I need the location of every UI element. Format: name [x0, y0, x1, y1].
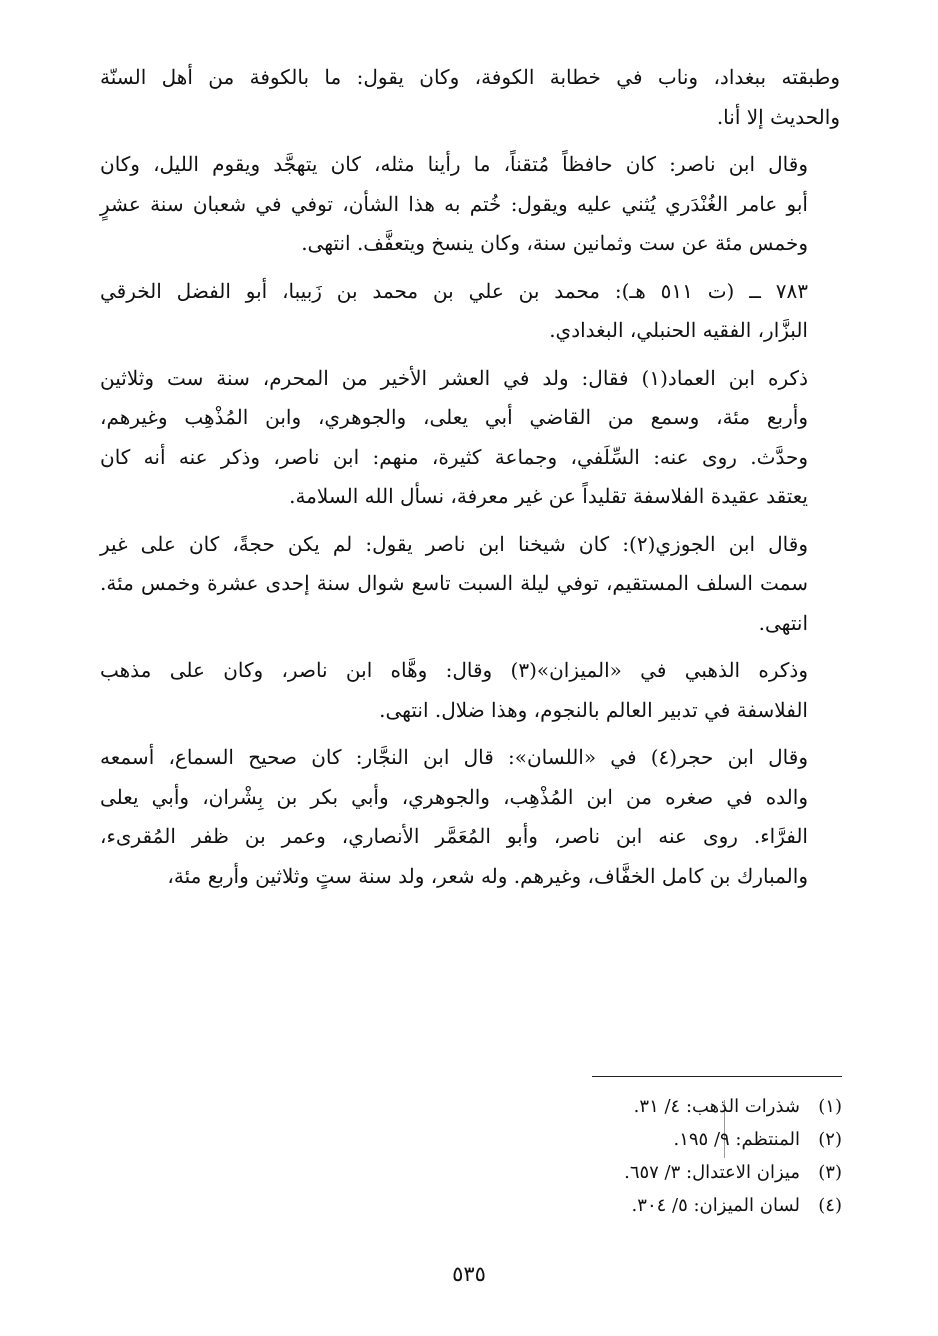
footnote-item	[560, 1090, 842, 1123]
text-line: يعتقد عقيدة الفلاسفة تقليداً عن غير معرفة، نسأل الله السلامة.	[289, 484, 808, 508]
text-line: البزَّار، الفقيه الحنبلي، البغدادي.	[549, 318, 808, 342]
text-line: ذكره ابن العماد(١) فقال: ولد في العشر الأخير من المحرم، سنة ست وثلاثين	[100, 365, 808, 390]
main-text	[100, 58, 840, 896]
footnote-text: شذرات الذهب: ٤/ ٣١.	[633, 1096, 800, 1117]
text-line: وقال ابن الجوزي(٢): كان شيخنا ابن ناصر يقول: لم يكن حجةً، كان على غير	[100, 531, 808, 556]
text-line: والمبارك بن كامل الخفَّاف، وغيرهم. وله شعر، ولد سنة ستٍ وثلاثين وأربع مئة،	[167, 863, 808, 888]
paragraph	[100, 525, 840, 644]
footnote-text: المنتظم: ٩/ ١٩٥.	[673, 1129, 800, 1150]
footnote-number: (٣)	[818, 1162, 842, 1183]
text-line: وذكره الذهبي في «الميزان»(٣) وقال: وهَّاه ابن ناصر، وكان على مذهب	[100, 658, 808, 682]
page-number: ٥٣٥	[452, 1262, 486, 1286]
footnote-item	[560, 1189, 842, 1222]
text-line: وأربع مئة، وسمع من القاضي أبي يعلى، والجوهري، وابن المُذْهِب وغيرهم،	[100, 405, 808, 429]
paragraph	[100, 58, 840, 137]
text-line: سمت السلف المستقيم، توفي ليلة السبت تاسع شوال سنة إحدى عشرة وخمس مئة.	[100, 571, 808, 595]
footnote-text: ميزان الاعتدال: ٣/ ٦٥٧.	[624, 1162, 800, 1183]
footnote-text: لسان الميزان: ٥/ ٣٠٤.	[631, 1195, 800, 1216]
paragraph	[100, 651, 840, 730]
footnote-item	[560, 1156, 842, 1189]
text-line: الفرَّاء. روى عنه ابن ناصر، وأبو المُعَمَّر الأنصاري، وعمر بن ظفر المُقرىء،	[100, 824, 808, 848]
text-line: وحدَّث. روى عنه: السِّلَفي، وجماعة كثيرة، منهم: ابن ناصر، وذكر عنه أنه كان	[100, 444, 808, 469]
paragraph	[100, 272, 840, 351]
text-line: والده في صغره من ابن المُذْهِب، والجوهري، وأبي بكر بن بِشْران، وأبي يعلى	[100, 784, 808, 809]
text-line: وقال ابن ناصر: كان حافظاً مُتقناً، ما رأينا مثله، كان يتهجَّد ويقوم الليل، وكان	[100, 152, 808, 176]
paragraph	[100, 145, 840, 264]
footnote-divider	[592, 1076, 842, 1077]
footnote-number: (٤)	[818, 1195, 842, 1216]
footnote-item	[560, 1123, 842, 1156]
text-line: الفلاسفة في تدبير العالم بالنجوم، وهذا ضلال. انتهى.	[379, 697, 808, 722]
footnotes	[560, 1090, 842, 1222]
text-line: أبو عامر الغُنْدَري يُثني عليه ويقول: خُتم به هذا الشأن، توفي في شعبان سنة عشرٍ	[100, 191, 808, 216]
text-line: ٧٨٣ ــ (ت ٥١١ هـ): محمد بن علي بن محمد بن زَبيبا، أبو الفضل الخرقي	[100, 278, 809, 303]
footnote-number: (٢)	[818, 1129, 842, 1150]
text-line: انتهى.	[758, 610, 808, 635]
text-line: وقال ابن حجر(٤) في «اللسان»: قال ابن النجَّار: كان صحيح السماع، أسمعه	[100, 745, 808, 769]
paragraph	[100, 359, 840, 517]
text-line: وخمس مئة عن ست وثمانين سنة، وكان ينسخ ويتعفَّف. انتهى.	[301, 231, 808, 255]
footnote-number: (١)	[818, 1096, 842, 1117]
text-line: والحديث إلا أنا.	[716, 104, 840, 129]
paragraph	[100, 738, 840, 896]
text-line: وطبقته ببغداد، وناب في خطابة الكوفة، وكان يقول: ما بالكوفة من أهل السنّة	[100, 65, 840, 89]
